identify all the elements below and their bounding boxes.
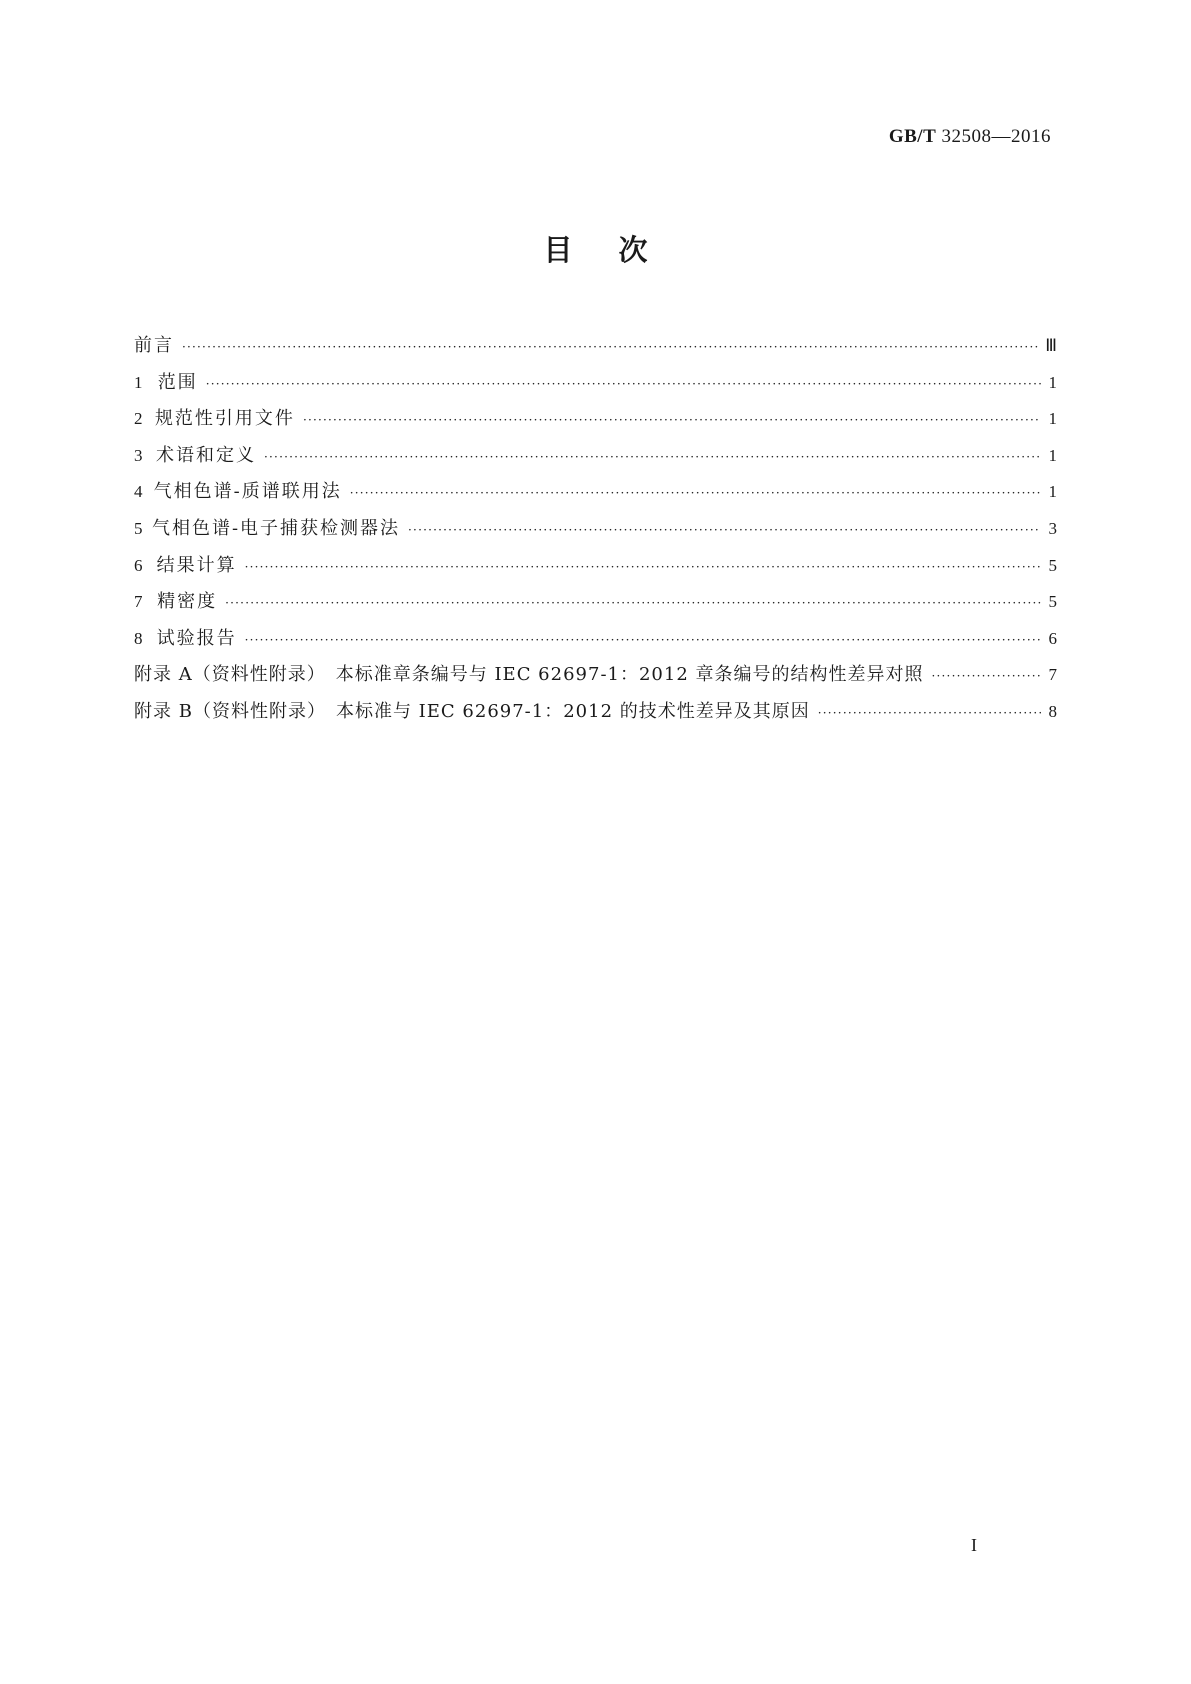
toc-dot-leader	[818, 695, 1041, 732]
toc-entry-6[interactable]	[134, 548, 1057, 585]
toc-dot-leader	[408, 512, 1041, 549]
page-title: 目次	[543, 233, 694, 267]
toc-entry-number: 4	[134, 482, 143, 502]
toc-entry-annex-a[interactable]	[134, 657, 1057, 694]
toc-dot-leader	[932, 658, 1041, 695]
toc-dot-leader	[264, 439, 1041, 476]
standard-code	[889, 126, 1051, 148]
toc-dot-leader	[245, 622, 1041, 659]
toc-entry-page: 1	[1048, 372, 1057, 392]
toc-entry-label: 范围	[157, 371, 198, 393]
toc-entry-label: 气相色谱-电子捕获检测器法	[151, 517, 401, 539]
toc-entry-foreword[interactable]	[134, 328, 1057, 365]
toc-entry-page: 1	[1048, 482, 1057, 502]
toc-entry-number: 7	[134, 592, 143, 612]
toc-entry-page: 3	[1048, 518, 1057, 538]
standard-prefix: GB/T	[888, 126, 937, 147]
toc-entry-page: 8	[1048, 701, 1057, 721]
toc-entry-page: 5	[1048, 592, 1057, 612]
toc-entry-page: 6	[1048, 628, 1057, 648]
toc-entry-annex-b[interactable]	[134, 694, 1057, 731]
toc-entry-3[interactable]	[134, 438, 1057, 475]
toc-entry-number: 5	[134, 518, 143, 538]
toc-entry-label: 试验报告	[156, 627, 237, 649]
toc-entry-label: 附录 A（资料性附录） 本标准章条编号与 IEC 62697-1：2012 章条编号的结构性差异对照	[134, 664, 924, 686]
toc-entry-2[interactable]	[134, 401, 1057, 438]
toc-entry-label: 术语和定义	[156, 444, 257, 466]
toc-entry-label: 结果计算	[156, 554, 237, 576]
toc-entry-number: 2	[134, 409, 143, 429]
toc-entry-number: 1	[134, 372, 143, 392]
toc-entry-7[interactable]	[134, 584, 1057, 621]
toc-dot-leader	[206, 366, 1041, 403]
table-of-contents	[134, 328, 1057, 731]
toc-entry-4[interactable]	[134, 474, 1057, 511]
toc-entry-page: Ⅲ	[1045, 336, 1057, 355]
toc-entry-page: 1	[1048, 445, 1057, 465]
standard-number: 32508—2016	[941, 126, 1051, 147]
page-number: I	[971, 1535, 977, 1555]
toc-dot-leader	[245, 549, 1041, 586]
toc-entry-label: 前言	[134, 335, 174, 356]
toc-dot-leader	[182, 329, 1039, 366]
toc-entry-page: 7	[1048, 665, 1057, 685]
toc-entry-1[interactable]	[134, 365, 1057, 402]
toc-entry-label: 规范性引用文件	[154, 408, 295, 430]
toc-dot-leader	[350, 475, 1041, 512]
toc-dot-leader	[303, 402, 1041, 439]
toc-entry-number: 3	[134, 445, 143, 465]
toc-entry-number: 6	[134, 555, 143, 575]
toc-entry-label: 附录 B（资料性附录） 本标准与 IEC 62697-1：2012 的技术性差异及其原因	[134, 700, 810, 722]
toc-entry-8[interactable]	[134, 621, 1057, 658]
toc-entry-label: 精密度	[157, 591, 218, 613]
toc-entry-page: 5	[1048, 555, 1057, 575]
toc-entry-number: 8	[134, 628, 143, 648]
toc-entry-page: 1	[1048, 409, 1057, 429]
toc-entry-5[interactable]	[134, 511, 1057, 548]
toc-dot-leader	[225, 585, 1041, 622]
toc-entry-label: 气相色谱-质谱联用法	[153, 481, 342, 503]
